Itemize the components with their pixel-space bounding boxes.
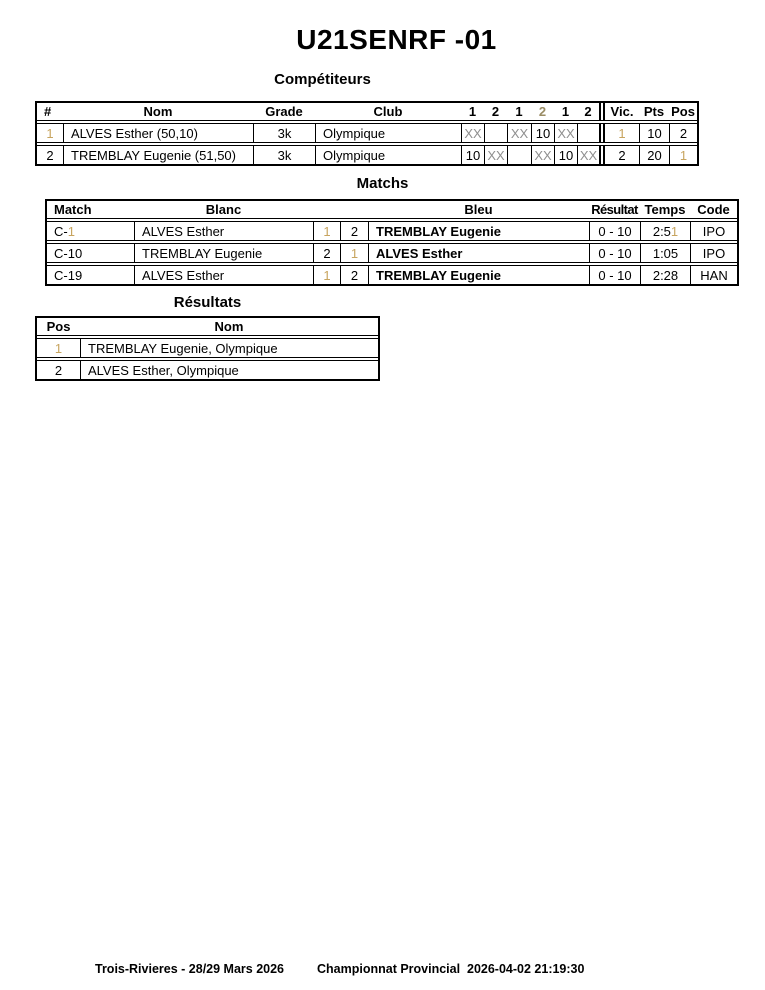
result-position: 1 xyxy=(54,340,63,356)
match-time: 2:5 1 xyxy=(640,222,690,240)
competitor-name: TREMBLAY Eugenie (51,50) xyxy=(63,146,253,164)
col-header-pos: Pos xyxy=(671,104,695,119)
competitor-number: 2 xyxy=(46,147,54,163)
col-header-round: 1 xyxy=(561,104,570,119)
round-cell: XX xyxy=(484,146,507,164)
col-header-round: 2 xyxy=(491,104,500,119)
result-row xyxy=(37,338,378,358)
col-header-nom: Nom xyxy=(214,319,244,334)
competitor-club: Olympique xyxy=(315,146,461,164)
col-header-match: Match xyxy=(54,202,92,217)
match-time: 2:28 xyxy=(640,266,690,284)
result-name: ALVES Esther, Olympique xyxy=(80,361,378,379)
footer-event-location-date: Trois-Rivieres - 28/29 Mars 2026 xyxy=(95,962,285,976)
competitor-club: Olympique xyxy=(315,124,461,142)
results-heading: Résultats xyxy=(173,294,242,311)
competitor-grade: 3k xyxy=(253,146,315,164)
match-row xyxy=(47,265,737,284)
result-position: 2 xyxy=(54,362,63,378)
col-header-resultat: Résultat xyxy=(591,202,638,217)
col-header-round: 2 xyxy=(577,103,601,120)
result-name: TREMBLAY Eugenie, Olympique xyxy=(80,339,378,357)
col-header-pts: Pts xyxy=(643,104,665,119)
match-row xyxy=(47,243,737,263)
results-table xyxy=(35,316,380,381)
match-id: C-19 xyxy=(54,267,83,283)
match-row xyxy=(47,221,737,241)
bleu-number: 1 xyxy=(340,244,368,262)
col-header-blanc: Blanc xyxy=(205,202,242,217)
round-cell: XX xyxy=(461,124,484,142)
competitor-victories: 2 xyxy=(603,146,639,164)
bleu-number: 2 xyxy=(340,222,368,240)
match-time: 1:05 xyxy=(640,244,690,262)
competitors-heading: Compétiteurs xyxy=(274,71,371,88)
bleu-name: TREMBLAY Eugenie xyxy=(368,266,589,284)
col-header-club: Club xyxy=(373,104,403,119)
matches-header-row xyxy=(47,201,737,219)
round-cell: XX xyxy=(531,146,554,164)
blanc-name: ALVES Esther xyxy=(134,266,313,284)
matches-table xyxy=(45,199,739,286)
competitor-grade: 3k xyxy=(253,124,315,142)
match-code: HAN xyxy=(690,266,737,284)
blanc-number: 2 xyxy=(313,244,340,262)
result-row xyxy=(37,360,378,379)
round-cell: XX xyxy=(554,124,577,142)
col-header-round: 2 xyxy=(538,104,547,119)
col-header-temps: Temps xyxy=(644,202,686,217)
col-header-vic: Vic. xyxy=(603,103,639,120)
col-header-round: 1 xyxy=(515,104,523,119)
blanc-number: 1 xyxy=(313,222,340,240)
blanc-name: ALVES Esther xyxy=(134,222,313,240)
results-header-row xyxy=(37,318,378,336)
match-code: IPO xyxy=(690,222,737,240)
round-cell: 10 xyxy=(531,124,554,142)
match-id: C- 1 xyxy=(54,223,75,239)
competitors-table xyxy=(35,101,699,166)
competitor-position: 1 xyxy=(669,146,697,164)
col-header-pos: Pos xyxy=(46,319,71,334)
round-cell xyxy=(507,146,531,164)
footer-event-name: Championnat Provincial xyxy=(317,962,461,976)
col-header-nom: Nom xyxy=(143,104,173,119)
bleu-name: TREMBLAY Eugenie xyxy=(368,222,589,240)
footer-print-timestamp: 2026-04-02 21:19:30 xyxy=(467,962,585,976)
round-cell: 10 xyxy=(554,146,577,164)
competitor-victories: 1 xyxy=(603,124,639,142)
competitor-points: 20 xyxy=(639,146,669,164)
match-code: IPO xyxy=(690,244,737,262)
matches-heading: Matchs xyxy=(356,175,409,192)
col-header-bleu: Bleu xyxy=(464,202,493,217)
competitor-number: 1 xyxy=(46,125,54,141)
blanc-name: TREMBLAY Eugenie xyxy=(134,244,313,262)
round-cell: XX xyxy=(577,146,601,164)
col-header-round: 1 xyxy=(468,104,477,119)
round-cell: XX xyxy=(507,124,531,142)
round-cell xyxy=(484,124,507,142)
round-cell: 10 xyxy=(461,146,484,164)
page-title: U21SENRF -01 xyxy=(296,24,497,55)
col-header-number: # xyxy=(44,104,52,119)
match-result: 0 - 10 xyxy=(589,266,640,284)
competitor-position: 2 xyxy=(669,124,697,142)
col-header-code: Code xyxy=(697,202,730,217)
competitor-name: ALVES Esther (50,10) xyxy=(63,124,253,142)
header-spacer xyxy=(313,201,368,218)
blanc-number: 1 xyxy=(313,266,340,284)
round-cell xyxy=(577,124,601,142)
match-result: 0 - 10 xyxy=(589,244,640,262)
competitor-row xyxy=(37,123,697,143)
competitor-row xyxy=(37,145,697,164)
bleu-number: 2 xyxy=(340,266,368,284)
match-id: C-10 xyxy=(54,245,83,261)
bleu-name: ALVES Esther xyxy=(368,244,589,262)
match-result: 0 - 10 xyxy=(589,222,640,240)
competitors-header-row xyxy=(37,103,697,121)
competitor-points: 10 xyxy=(639,124,669,142)
col-header-grade: Grade xyxy=(265,104,303,119)
